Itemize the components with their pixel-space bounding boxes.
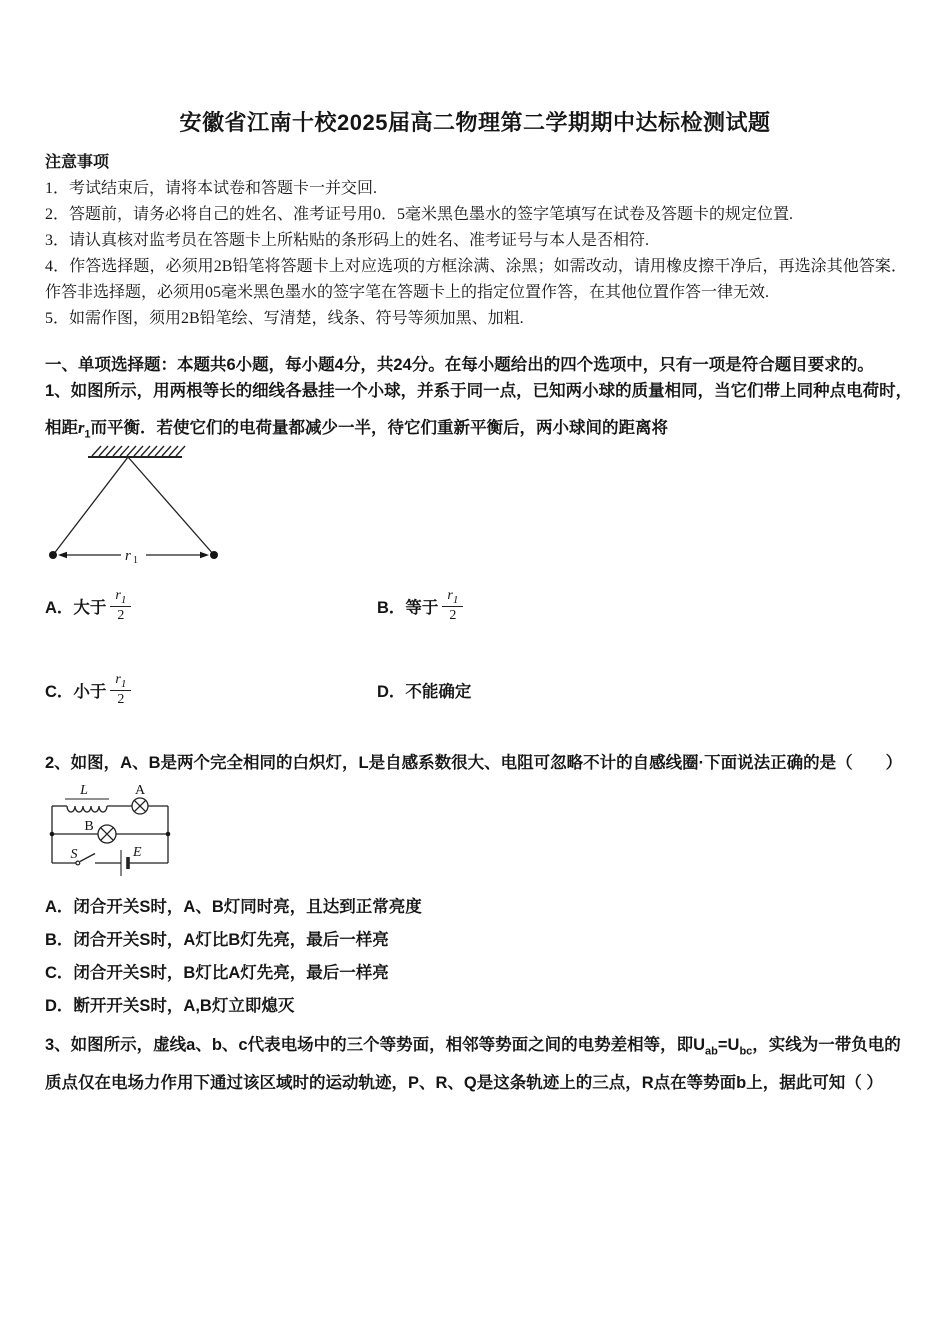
arrowhead-right — [200, 552, 209, 558]
notice-item-5: 5．如需作图，须用2B铅笔绘、写清楚，线条、符号等须加黑、加粗. — [45, 310, 524, 327]
string-left — [53, 457, 128, 555]
q2-option-d: D．断开开关S时，A,B灯立即熄灭 — [45, 997, 295, 1015]
distance-label-r: r — [125, 548, 131, 564]
notice-item-3: 3．请认真核对监考员在答题卡上所粘贴的条形码上的姓名、准考证号与本人是否相符. — [45, 232, 650, 249]
inductor-label: L — [80, 783, 88, 798]
section-1-header: 一、单项选择题：本题共6小题，每小题4分，共24分。在每小题给出的四个选项中，只有一项是符合题目要求的。 — [45, 356, 874, 374]
junction-dot-left — [50, 832, 55, 837]
fraction-r1-over-2: $\frac{r_1}{2}$ — [110, 672, 131, 709]
pendulum-figure — [42, 443, 222, 565]
notice-header: 注意事项 — [45, 154, 110, 171]
q2-option-b: B．闭合开关S时，A灯比B灯先亮，最后一样亮 — [45, 931, 389, 949]
question-1-line-2: 相距$r_1$而平衡．若使它们的电荷量都减少一半，待它们重新平衡后，两小球间的距离将 — [45, 418, 669, 441]
question-3-line-2: 质点仅在电场力作用下通过该区域时的运动轨迹，P、R、Q是这条轨迹上的三点，R点在等势面b上，据此可知（ ） — [45, 1074, 883, 1092]
arrowhead-left — [58, 552, 67, 558]
inductor-coil — [67, 806, 107, 812]
notice-item-2: 2．答题前，请务必将自己的姓名、准考证号用0．5毫米黑色墨水的签字笔填写在试卷及答题卡的规定位置. — [45, 206, 794, 223]
circuit-figure — [44, 781, 196, 881]
q1-option-a: A．大于 $\frac{r_1}{2}$ — [45, 584, 131, 628]
notice-item-1: 1．考试结束后，请将本试卷和答题卡一并交回. — [45, 180, 378, 197]
fraction-r1-over-2: $\frac{r_1}{2}$ — [442, 588, 463, 625]
notice-item-4: 4．作答选择题，必须用2B铅笔将答题卡上对应选项的方框涂满、涂黑；如需改动，请用橡皮擦干净后，再选涂其他答案．作答非选择题，必须用05毫米黑色墨水的签字笔在答题卡上的指定位置作答，在其他位置作答一律无效. — [45, 258, 907, 301]
distance-label-sub: 1 — [133, 555, 138, 565]
switch-label: S — [70, 847, 78, 862]
lamp-a-label: A — [134, 783, 146, 798]
q1-option-c: C．小于 $\frac{r_1}{2}$ — [45, 668, 131, 712]
variable-r1: r — [78, 418, 85, 437]
q2-option-a: A．闭合开关S时，A、B灯同时亮，且达到正常亮度 — [45, 898, 422, 916]
question-2-text: 2、如图，A、B是两个完全相同的白炽灯，L是自感系数很大、电阻可忽略不计的自感线圈·下面说法正确的是（ ） — [45, 754, 903, 772]
fraction-r1-over-2: $\frac{r_1}{2}$ — [110, 588, 131, 625]
ball-left — [49, 551, 57, 559]
page-title: 安徽省江南十校2025届高二物理第二学期期中达标检测试题 — [179, 110, 771, 135]
battery-label: E — [133, 845, 142, 860]
notice-section — [45, 150, 907, 332]
q1-option-b: B．等于 $\frac{r_1}{2}$ — [377, 584, 463, 628]
junction-dot-right — [166, 832, 171, 837]
ceiling-hatch — [92, 446, 185, 456]
q1-option-d: D．不能确定 — [377, 683, 472, 701]
lamp-b-label: B — [84, 819, 94, 834]
ball-right — [210, 551, 218, 559]
switch-lever — [80, 854, 95, 862]
question-3-line-1: 3、如图所示，虚线a、b、c代表电场中的三个等势面，相邻等势面之间的电势差相等，即$U_{ab}=U_{bc}$，实线为一带负电的 — [45, 1036, 901, 1058]
q2-option-c: C．闭合开关S时，B灯比A灯先亮，最后一样亮 — [45, 964, 389, 982]
question-1-line-1: 1、如图所示，用两根等长的细线各悬挂一个小球，并系于同一点，已知两小球的质量相同，当它们带上同种点电荷时， — [45, 382, 913, 400]
string-right — [128, 457, 214, 555]
